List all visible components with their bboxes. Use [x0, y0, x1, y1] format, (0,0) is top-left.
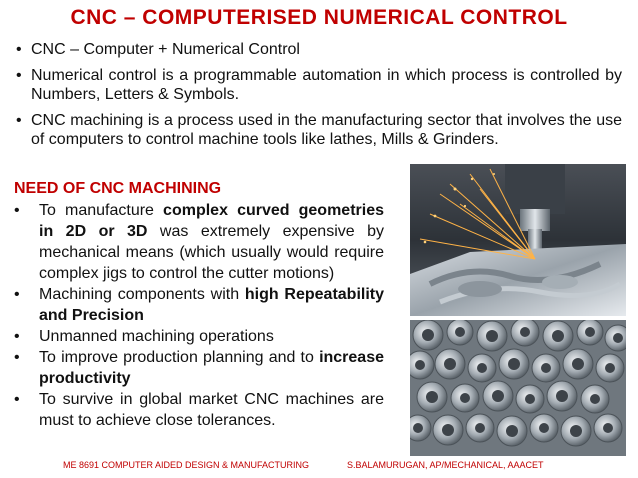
slide-title: CNC – COMPUTERISED NUMERICAL CONTROL — [70, 6, 568, 29]
intro-bullet: • Numerical control is a programmable automation in which process is controlled by Numbers, Letters & Symbols. — [16, 66, 622, 104]
need-bullet: • To manufacture complex curved geometries in 2D or 3D was extremely expensive by mechanical means (which usually would require complex jigs to control the cutter motions) — [14, 200, 384, 284]
intro-bullet: • CNC machining is a process used in the manufacturing sector that involves the use of computers to control machine tools like lathes, Mills & Grinders. — [16, 111, 622, 149]
need-bullet: • Machining components with high Repeatability and Precision — [14, 284, 384, 326]
intro-bullet: • CNC – Computer + Numerical Control — [16, 40, 622, 59]
footer-course: ME 8691 COMPUTER AIDED DESIGN & MANUFACTURING — [63, 460, 310, 470]
cnc-milling-photo — [410, 164, 626, 316]
machined-parts-photo — [410, 320, 626, 456]
need-bullet: • To improve production planning and to increase productivity — [14, 347, 384, 389]
need-bullet-list — [14, 200, 384, 431]
need-heading: NEED OF CNC MACHINING — [14, 180, 222, 197]
footer-author: S.BALAMURUGAN, AP/MECHANICAL, AAACET — [347, 460, 544, 470]
need-bullet: • To survive in global market CNC machines are must to achieve close tolerances. — [14, 389, 384, 431]
need-bullet: • Unmanned machining operations — [14, 326, 384, 347]
intro-bullet-list — [16, 40, 622, 156]
